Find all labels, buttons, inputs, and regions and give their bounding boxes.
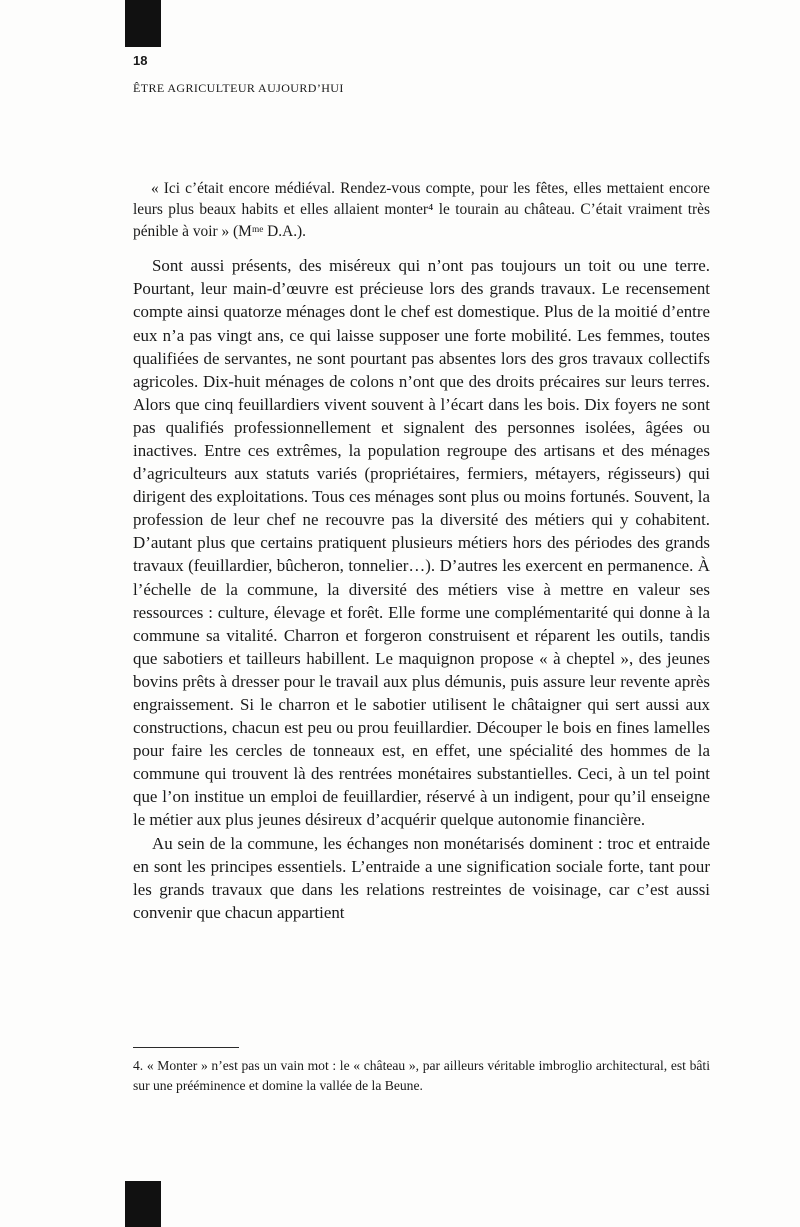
body-text-column [133,178,710,924]
running-header: ÊTRE AGRICULTEUR AUJOURD’HUI [133,81,344,95]
footnote-4: 4. « Monter » n’est pas un vain mot : le « château », par ailleurs véritable imbroglio architectural, est bâti sur une prééminence et domine la vallée de la Beune. [133,1058,710,1093]
body-paragraph-1: Sont aussi présents, des miséreux qui n’ont pas toujours un toit ou une terre. Pourtant, leur main-d’œuvre est précieuse lors des grands travaux. Le recensement compte ainsi quatorze ménages dont le chef est domestique. Plus de la moitié d’entre eux n’a pas vingt ans, ce qui laisse supposer une forte mobilité. Les femmes, toutes qualifiées de servantes, ne sont pourtant pas absentes lors des gros travaux collectifs agricoles. Dix-huit ménages de colons n’ont que des droits précaires sur leurs terres. Alors que cinq feuillardiers vivent souvent à l’écart dans les bois. Dix foyers ne sont pas qualifiés professionnellement et signalent des personnes isolées, âgées ou inactives. Entre ces extrêmes, la population regroupe des artisans et des ménages d’agriculteurs aux statuts variés (propriétaires, fermiers, métayers, régisseurs) qui dirigent des exploitations. Tous ces ménages sont plus ou moins fortunés. Souvent, la profession de leur chef ne recouvre pas la diversité des métiers qui y cohabitent. D’autant plus que certains pratiquent plusieurs métiers hors des périodes des grands travaux (feuillardier, bûcheron, tonnelier…). D’autres les exercent en permanence. À l’échelle de la commune, la diversité des métiers vise à mettre en valeur ses ressources : culture, élevage et forêt. Elle forme une complémentarité qui donne à la commune sa vitalité. Charron et forgeron construisent et réparent les outils, tandis que sabotiers et tailleurs habillent. Le maquignon propose « à cheptel », des jeunes bovins prêts à dresser pour le travail aux plus démunis, puis assure leur revente après engraissement. Si le charron et le sabotier utilisent le châtaigner qui sert aussi aux constructions, chacun est peu ou prou feuillardier. Découper le bois en fines lamelles pour faire les cercles de tonneaux est, en effet, une spécialité des hommes de la commune qui trouvent là des rentrées monétaires substantielles. Ceci, à un tel point que l’on institue un emploi de feuillardier, réservé à un indigent, pour qu’il enseigne le métier aux plus jeunes désireux d’acquérir quelque autonomie financière. [133,256,710,830]
footnote-separator-rule [133,1047,239,1048]
chapter-tab-bottom-marker [125,1181,161,1227]
footnote-section [133,1047,710,1095]
page-number: 18 [133,53,148,68]
chapter-tab-top-marker [125,0,161,47]
body-paragraph-2: Au sein de la commune, les échanges non monétarisés dominent : troc et entraide en sont les principes essentiels. L’entraide a une signification sociale forte, tant pour les grands travaux que dans les relations restreintes de voisinage, car c’est aussi convenir que chacun appartient [133,833,710,922]
block-quote: « Ici c’était encore médiéval. Rendez-vous compte, pour les fêtes, elles mettaient encore leurs plus beaux habits et elles allaient monter⁴ le tourain au château. C’était vraiment très pénible à voir » (Mᵐᵉ D.A.). [133,180,710,240]
